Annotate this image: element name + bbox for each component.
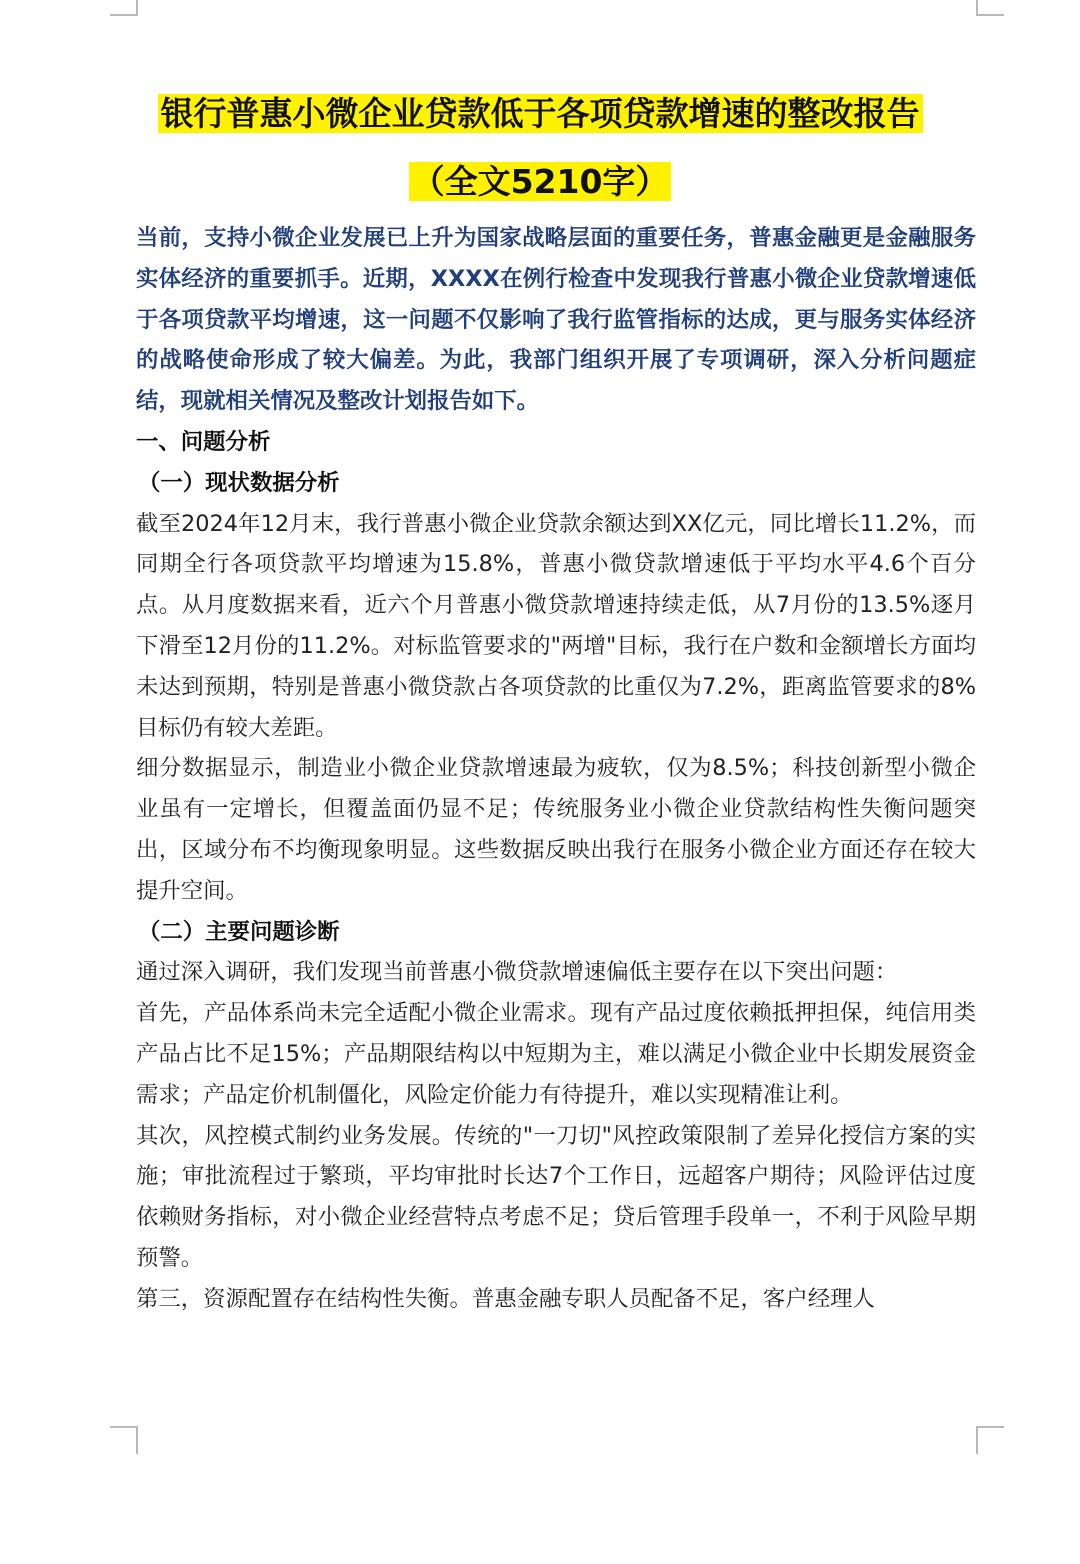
paragraph-product-system: 首先，产品体系尚未完全适配小微企业需求。现有产品过度依赖抵押担保，纯信用类产品占比不足15%；产品期限结构以中短期为主，难以满足小微企业中长期发展资金需求；产品定价机制僵化，风险定价能力有待提升，难以实现精准让利。 [136, 1000, 976, 1108]
document-subtitle-text: （全文5210字） [409, 162, 672, 201]
paragraph-diagnosis-intro: 通过深入调研，我们发现当前普惠小微贷款增速偏低主要存在以下突出问题： [136, 959, 898, 986]
document-body [136, 218, 976, 1320]
subsection-heading-data-analysis: （一）现状数据分析 [138, 469, 340, 496]
document-title-text: 银行普惠小微企业贷款低于各项贷款增速的整改报告 [158, 94, 923, 133]
crop-mark-bottom-left [110, 1426, 138, 1454]
intro-paragraph: 当前，支持小微企业发展已上升为国家战略层面的重要任务，普惠金融更是金融服务实体经济的重要抓手。近期，XXXX在例行检查中发现我行普惠小微企业贷款增速低于各项贷款平均增速，这一问题不仅影响了我行监管指标的达成，更与服务实体经济的战略使命形成了较大偏差。为此，我部门组织开展了专项调研，深入分析问题症结，现就相关情况及整改计划报告如下。 [136, 225, 976, 415]
paragraph-data-overview: 截至2024年12月末，我行普惠小微企业贷款余额达到XX亿元，同比增长11.2%，而同期全行各项贷款平均增速为15.8%，普惠小微贷款增速低于平均水平4.6个百分点。从月度数据来看，近六个月普惠小微贷款增速持续走低，从7月份的13.5%逐月下滑至12月份的11.2%。对标监管要求的"两增"目标，我行在户数和金额增长方面均未达到预期，特别是普惠小微贷款占各项贷款的比重仅为7.2%，距离监管要求的8%目标仍有较大差距。 [136, 510, 976, 741]
paragraph-data-breakdown: 细分数据显示，制造业小微企业贷款增速最为疲软，仅为8.5%；科技创新型小微企业虽有一定增长，但覆盖面仍显不足；传统服务业小微企业贷款结构性失衡问题突出，区域分布不均衡现象明显。这些数据反映出我行在服务小微企业方面还存在较大提升空间。 [136, 755, 976, 904]
crop-mark-top-right [976, 0, 1004, 16]
document-subtitle [0, 158, 1080, 206]
crop-mark-bottom-right [976, 1426, 1004, 1454]
crop-mark-top-left [110, 0, 138, 16]
paragraph-risk-control: 其次，风控模式制约业务发展。传统的"一刀切"风控政策限制了差异化授信方案的实施；审批流程过于繁琐，平均审批时长达7个工作日，远超客户期待；风险评估过度依赖财务指标，对小微企业经营特点考虑不足；贷后管理手段单一，不利于风险早期预警。 [136, 1122, 976, 1271]
subsection-heading-problem-diagnosis: （二）主要问题诊断 [138, 918, 340, 945]
document-title [0, 90, 1080, 138]
paragraph-resource-allocation: 第三，资源配置存在结构性失衡。普惠金融专职人员配备不足，客户经理人 [136, 1285, 875, 1312]
section-heading-problem-analysis: 一、问题分析 [136, 428, 271, 455]
